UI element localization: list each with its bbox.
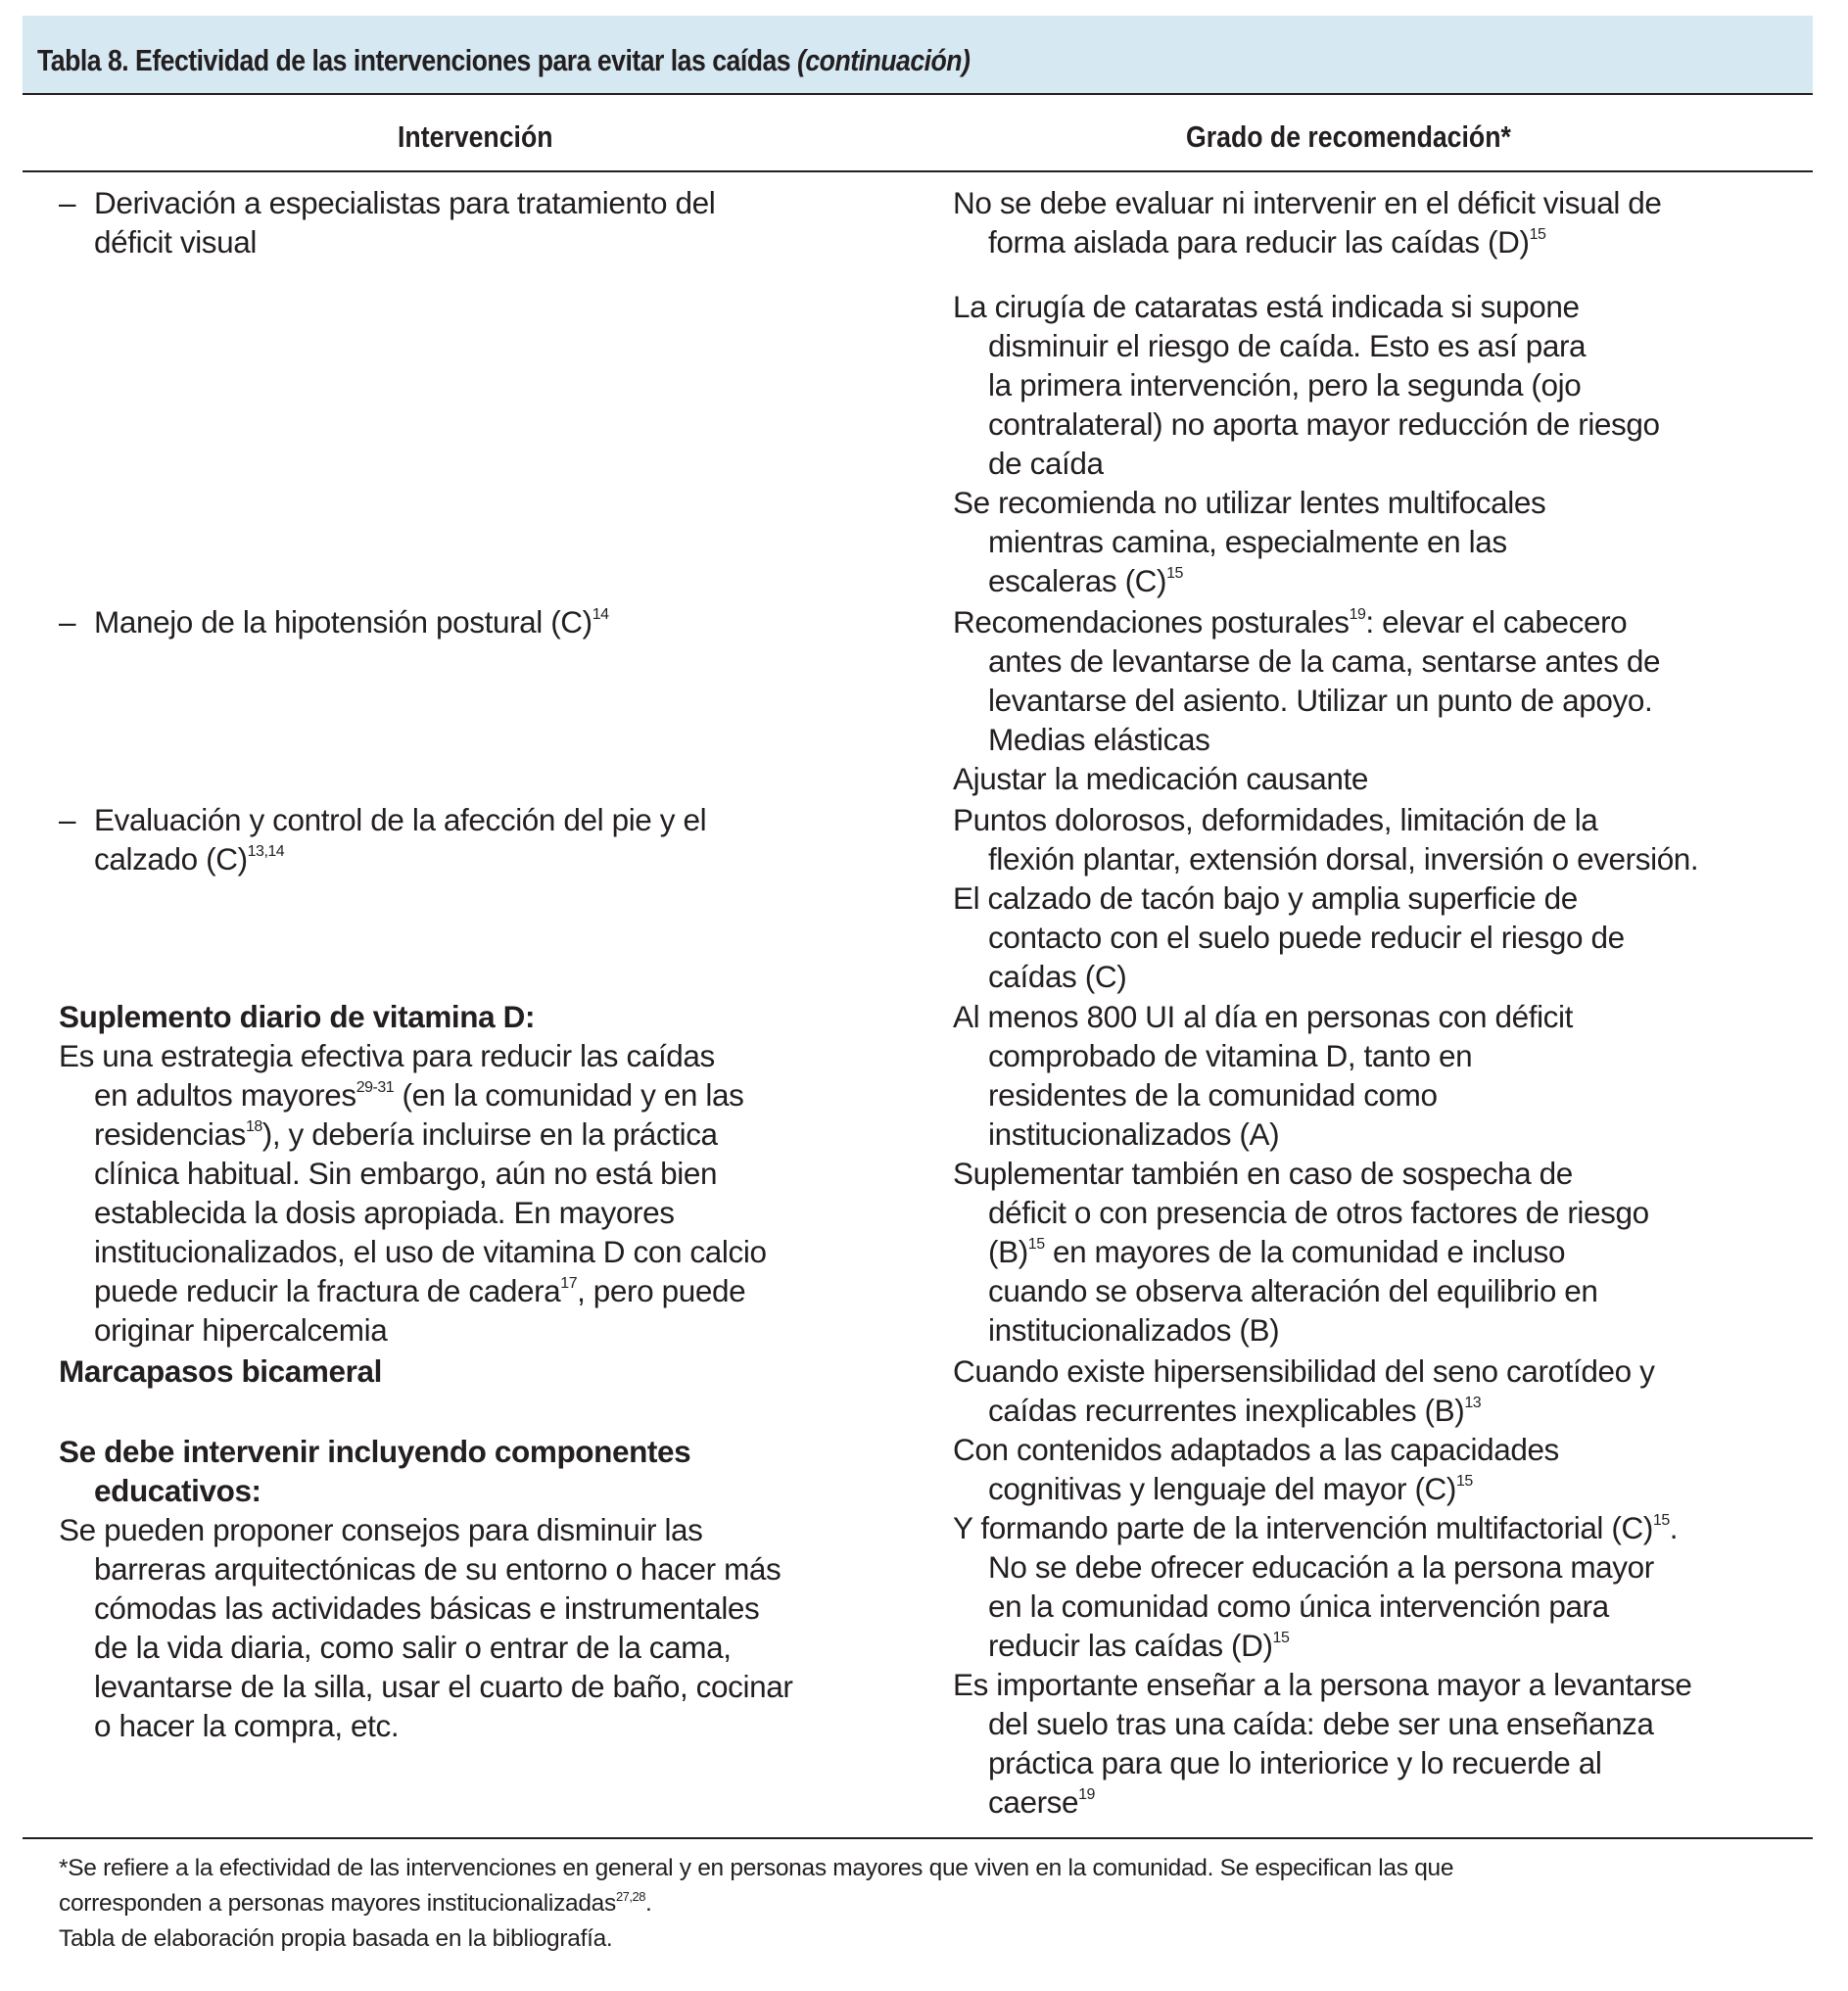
citation-reference: 15 <box>1027 1236 1045 1253</box>
citation-reference: 15 <box>1529 226 1546 243</box>
text-line: La cirugía de cataratas está indicada si supone <box>953 289 1580 324</box>
text-line: de caída <box>988 446 1104 481</box>
footnote-reference: 27,28 <box>615 1889 645 1904</box>
text-line: caídas (C) <box>988 959 1127 994</box>
text-line: déficit o con presencia de otros factores de riesgo <box>988 1195 1649 1230</box>
table-title <box>37 43 970 78</box>
text-line: originar hipercalcemia <box>94 1312 388 1348</box>
citation-reference: 17 <box>560 1275 578 1292</box>
text-line: la primera intervención, pero la segunda (ojo <box>988 367 1582 403</box>
text-line: Con contenidos adaptados a las capacidades <box>953 1432 1559 1467</box>
text-line: – Manejo de la hipotensión postural $(C)^{14}$ <box>59 604 609 640</box>
text-line: levantarse de la silla, usar el cuarto de baño, cocinar <box>94 1669 793 1704</box>
text-line: comprobado de vitamina D, tanto en <box>988 1038 1473 1073</box>
text-line: Es importante enseñar a la persona mayor a levantarse <box>953 1667 1692 1702</box>
table-cell <box>953 800 1698 996</box>
text-line: Se pueden proponer consejos para disminuir las <box>59 1512 703 1547</box>
text-line: – Derivación a especialistas para tratamiento del <box>59 185 716 220</box>
text-line: clínica habitual. Sin embargo, aún no está bien <box>94 1156 718 1191</box>
text-line: Marcapasos bicameral <box>59 1353 382 1389</box>
table-title-continuation: (continuación) <box>797 43 971 77</box>
table-cell <box>59 183 715 261</box>
text-line: Se debe intervenir incluyendo componentes <box>59 1434 691 1469</box>
table-cell <box>59 1351 382 1391</box>
bullet-dash: – <box>59 185 76 220</box>
text-line: puede reducir la fractura de cadera$^{17}$, pero puede <box>94 1273 746 1308</box>
citation-reference: 18 <box>245 1118 262 1135</box>
text-line: cognitivas y lenguaje del mayor $(C)^{15}$ <box>988 1471 1473 1506</box>
footnote-source: Tabla de elaboración propia basada en la bibliografía. <box>59 1925 613 1952</box>
citation-reference: 19 <box>1078 1786 1095 1803</box>
text-line: educativos: <box>94 1473 261 1508</box>
text-line: contacto con el suelo puede reducir el riesgo de <box>988 920 1625 955</box>
text-line: Al menos 800 UI al día en personas con déficit <box>953 999 1573 1034</box>
text-line: institucionalizados (B) <box>988 1312 1280 1348</box>
table-bottom-rule <box>23 1837 1813 1839</box>
citation-reference: 19 <box>1349 606 1366 623</box>
bullet-dash: – <box>59 802 76 837</box>
text-line: de la vida diaria, como salir o entrar de la cama, <box>94 1630 732 1665</box>
text-line: Ajustar la medicación causante <box>953 761 1368 796</box>
table-cell <box>953 997 1649 1350</box>
footnote-line-1: *Se refiere a la efectividad de las intervenciones en general y en personas mayores que viven en la comunidad. Se especifican las que <box>59 1855 1454 1881</box>
citation-reference: 14 <box>592 606 609 623</box>
text-line: institucionalizados (A) <box>988 1116 1280 1152</box>
text-line: Puntos dolorosos, deformidades, limitación de la <box>953 802 1598 837</box>
text-line: cómodas las actividades básicas e instrumentales <box>94 1590 760 1626</box>
text-line: flexión plantar, extensión dorsal, inversión o eversión. <box>988 841 1699 877</box>
citation-reference: 15 <box>1455 1473 1473 1490</box>
text-line: Cuando existe hipersensibilidad del seno carotídeo y <box>953 1353 1655 1389</box>
table-title-main: Tabla 8. Efectividad de las intervenciones para evitar las caídas <box>37 43 798 77</box>
table-cell <box>59 997 767 1350</box>
table-cell <box>953 183 1662 261</box>
table-cell <box>59 602 609 641</box>
text-line: o hacer la compra, etc. <box>94 1708 400 1743</box>
table-cell <box>59 1432 792 1745</box>
text-line: Suplemento diario de vitamina D: <box>59 999 536 1034</box>
text-line: No se debe ofrecer educación a la persona mayor <box>988 1549 1654 1585</box>
citation-reference: 15 <box>1652 1512 1670 1529</box>
table-cell <box>59 800 706 878</box>
citation-reference: 15 <box>1272 1630 1290 1646</box>
text-line: Y formando parte de la intervención multifactorial $(C)^{15}$. <box>953 1510 1679 1545</box>
column-header-grado-recomendacion: Grado de recomendación* <box>1186 119 1511 154</box>
text-line: No se debe evaluar ni intervenir en el déficit visual de <box>953 185 1662 220</box>
table-cell <box>953 1351 1691 1822</box>
citation-reference: 13,14 <box>247 843 285 860</box>
text-line: establecida la dosis apropiada. En mayores <box>94 1195 675 1230</box>
text-line: calzado $(C)^{13,14}$ <box>94 841 285 877</box>
text-line: El calzado de tacón bajo y amplia superficie de <box>953 880 1578 916</box>
text-line: contralateral) no aporta mayor reducción de riesgo <box>988 406 1660 442</box>
header-rule <box>23 170 1813 172</box>
text-line: Medias elásticas <box>988 722 1210 757</box>
text-line: Es una estrategia efectiva para reducir las caídas <box>59 1038 715 1073</box>
text-line: práctica para que lo interiorice y lo recuerde al <box>988 1745 1602 1780</box>
text-line: disminuir el riesgo de caída. Esto es así para <box>988 328 1587 363</box>
text-line: barreras arquitectónicas de su entorno o hacer más <box>94 1551 782 1587</box>
text-line: residentes de la comunidad como <box>988 1077 1438 1113</box>
footnote-line-2: corresponden a personas mayores institucionalizadas$^{27,28}$. <box>59 1889 652 1917</box>
text-line: reducir las caídas $(D)^{15}$ <box>988 1628 1290 1663</box>
text-line: institucionalizados, el uso de vitamina D con calcio <box>94 1234 767 1269</box>
citation-reference: 13 <box>1464 1395 1482 1411</box>
text-line: Se recomienda no utilizar lentes multifocales <box>953 485 1546 520</box>
table-cell <box>953 602 1660 798</box>
text-line: déficit visual <box>94 224 257 260</box>
text-line: forma aislada para reducir las caídas $(D)^{15}$ <box>988 224 1546 260</box>
text-line: Suplementar también en caso de sospecha de <box>953 1156 1573 1191</box>
text-line: caerse$^{19}$ <box>988 1784 1095 1820</box>
text-line: levantarse del asiento. Utilizar un punto de apoyo. <box>988 683 1653 718</box>
text-line: caídas recurrentes inexplicables $(B)^{13}$ <box>988 1393 1482 1428</box>
text-line: cuando se observa alteración del equilibrio en <box>988 1273 1598 1308</box>
bullet-dash: – <box>59 604 76 640</box>
text-line: residencias$^{18}$), y debería incluirse en la práctica <box>94 1116 718 1152</box>
text-line: mientras camina, especialmente en las <box>988 524 1507 559</box>
table-cell <box>953 483 1545 600</box>
text-line: en la comunidad como única intervención para <box>988 1588 1609 1624</box>
text-line: Recomendaciones posturales$^{19}$: elevar el cabecero <box>953 604 1628 640</box>
table-cell <box>953 287 1660 483</box>
text-line: antes de levantarse de la cama, sentarse antes de <box>988 643 1661 679</box>
text-line: – Evaluación y control de la afección del pie y el <box>59 802 707 837</box>
citation-reference: 15 <box>1166 565 1183 582</box>
text-line: en adultos mayores$^{29-31}$ (en la comunidad y en las <box>94 1077 744 1113</box>
text-line: escaleras $(C)^{15}$ <box>988 563 1183 598</box>
text-line: del suelo tras una caída: debe ser una enseñanza <box>988 1706 1654 1741</box>
citation-reference: 29-31 <box>355 1079 395 1096</box>
text-line: $(B)^{15}$ en mayores de la comunidad e incluso <box>988 1234 1566 1269</box>
column-header-intervencion: Intervención <box>398 119 553 154</box>
